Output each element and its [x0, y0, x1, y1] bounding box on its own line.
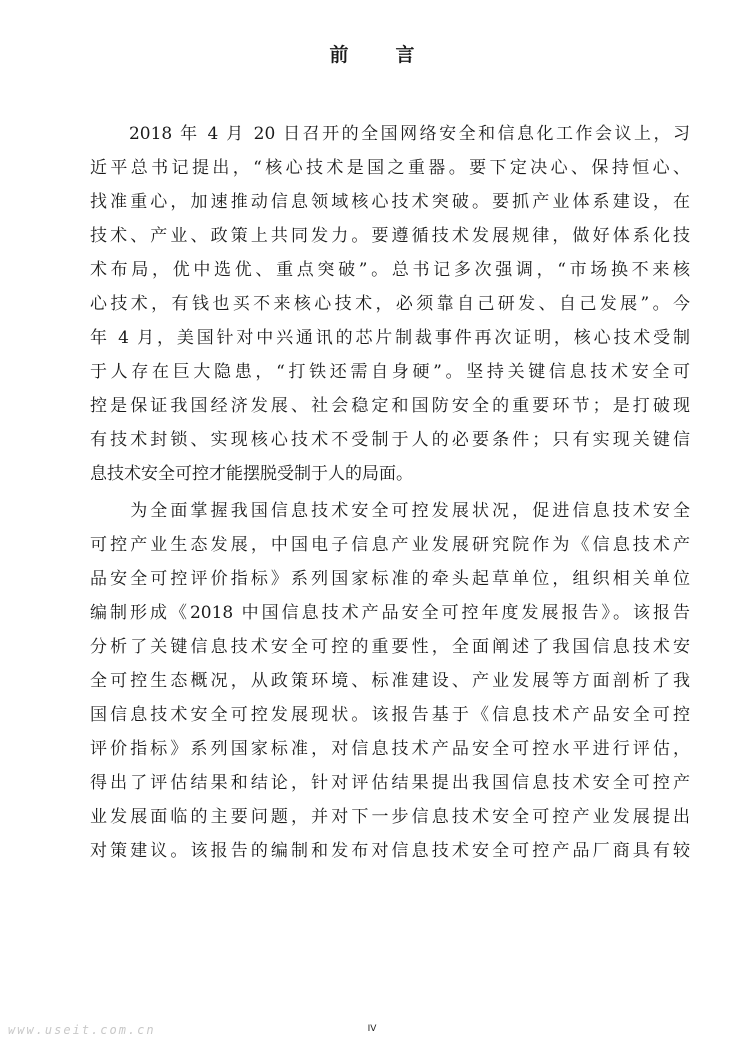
text-line: 对策建议。该报告的编制和发布对信息技术安全可控产品厂商具有较 — [90, 841, 690, 861]
text-line: 得出了评估结果和结论，针对评估结果提出我国信息技术安全可控产 — [90, 773, 690, 793]
text-line: 分析了关键信息技术安全可控的重要性，全面阐述了我国信息技术安 — [90, 637, 690, 657]
text-line: 找准重心，加速推动信息领域核心技术突破。要抓产业体系建设，在 — [90, 192, 690, 212]
text-line: 为全面掌握我国信息技术安全可控发展状况，促进信息技术安全 — [90, 501, 690, 521]
text-line: 心技术，有钱也买不来核心技术，必须靠自己研发、自己发展”。今 — [90, 294, 690, 314]
text-line: 国信息技术安全可控发展现状。该报告基于《信息技术产品安全可控 — [90, 705, 690, 725]
paragraph-2 — [90, 494, 690, 868]
text-line: 全可控生态概况，从政策环境、标准建设、产业发展等方面剖析了我 — [90, 671, 690, 691]
text-line: 2018 年 4 月 20 日召开的全国网络安全和信息化工作会议上，习 — [90, 124, 690, 144]
body-text — [90, 117, 690, 868]
page-title: 前 言 — [329, 44, 429, 66]
text-line: 术布局，优中选优、重点突破”。总书记多次强调，“市场换不来核 — [90, 260, 690, 280]
text-line: 业发展面临的主要问题，并对下一步信息技术安全可控产业发展提出 — [90, 807, 690, 827]
text-line: 息技术安全可控才能摆脱受制于人的局面。 — [90, 464, 413, 484]
text-line: 评价指标》系列国家标准，对信息技术产品安全可控水平进行评估， — [90, 739, 690, 759]
page-number: IV — [367, 1024, 377, 1034]
text-line: 于人存在巨大隐患，“打铁还需自身硬”。坚持关键信息技术安全可 — [90, 362, 690, 382]
text-line: 近平总书记提出，“核心技术是国之重器。要下定决心、保持恒心、 — [90, 158, 690, 178]
paragraph-1 — [90, 117, 690, 491]
text-line: 品安全可控评价指标》系列国家标准的牵头起草单位，组织相关单位 — [90, 569, 690, 589]
text-line: 技术、产业、政策上共同发力。要遵循技术发展规律，做好体系化技 — [90, 226, 690, 246]
text-line: 可控产业生态发展，中国电子信息产业发展研究院作为《信息技术产 — [90, 535, 690, 555]
watermark: www.useit.com.cn — [8, 1023, 156, 1037]
text-line: 年 4 月，美国针对中兴通讯的芯片制裁事件再次证明，核心技术受制 — [90, 328, 690, 348]
text-line: 控是保证我国经济发展、社会稳定和国防安全的重要环节；是打破现 — [90, 396, 690, 416]
text-line: 有技术封锁、实现核心技术不受制于人的必要条件；只有实现关键信 — [90, 430, 690, 450]
text-line: 编制形成《2018 中国信息技术产品安全可控年度发展报告》。该报告 — [90, 603, 690, 623]
